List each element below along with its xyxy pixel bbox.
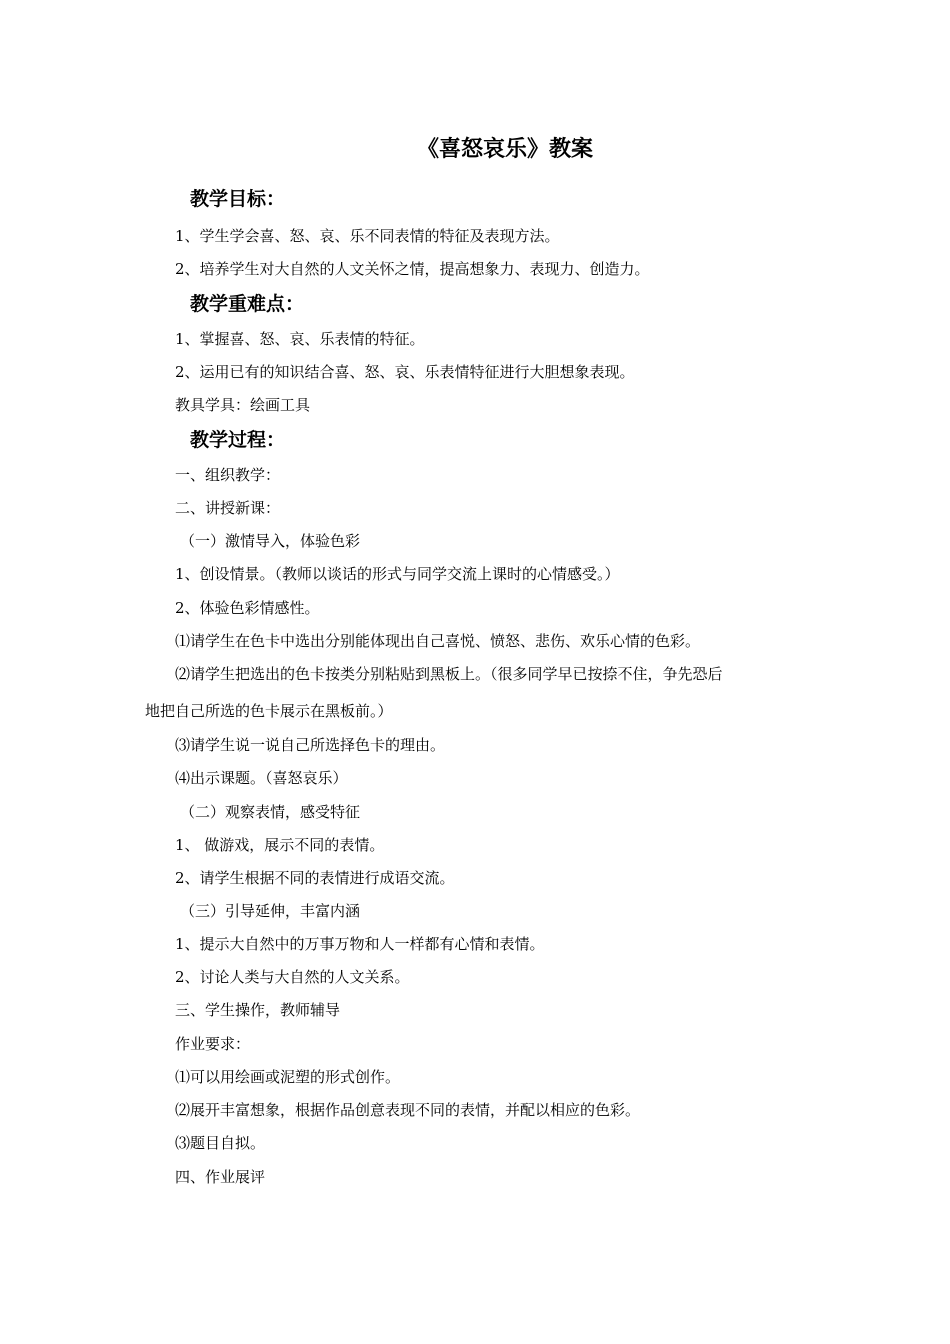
process-line-15: 1、提示大自然中的万事万物和人一样都有心情和表情。 bbox=[175, 935, 545, 953]
process-line-21: ⑶题目自拟。 bbox=[175, 1134, 266, 1152]
process-line-3: （一）激情导入，体验色彩 bbox=[180, 532, 361, 550]
process-line-4: 1、创设情景。（教师以谈话的形式与同学交流上课时的心情感受。） bbox=[175, 565, 620, 583]
heading-key-points: 教学重难点： bbox=[190, 293, 305, 315]
process-line-6: ⑴请学生在色卡中选出分别能体现出自己喜悦、愤怒、悲伤、欢乐心情的色彩。 bbox=[175, 632, 701, 650]
key-point-item-2: 2、运用已有的知识结合喜、怒、哀、乐表情特征进行大胆想象表现。 bbox=[175, 363, 635, 381]
process-line-14: （三）引导延伸，丰富内涵 bbox=[180, 902, 361, 920]
process-line-8: 地把自己所选的色卡展示在黑板前。） bbox=[145, 702, 393, 720]
process-line-17: 三、学生操作，教师辅导 bbox=[175, 1001, 341, 1019]
objective-item-2: 2、培养学生对大自然的人文关怀之情，提高想象力、表现力、创造力。 bbox=[175, 260, 650, 278]
heading-process: 教学过程： bbox=[190, 429, 286, 451]
heading-objectives: 教学目标： bbox=[190, 188, 286, 210]
process-line-9: ⑶请学生说一说自己所选择色卡的理由。 bbox=[175, 736, 446, 754]
process-line-18: 作业要求： bbox=[175, 1035, 251, 1053]
process-line-13: 2、请学生根据不同的表情进行成语交流。 bbox=[175, 869, 455, 887]
objective-item-1: 1、学生学会喜、怒、哀、乐不同表情的特征及表现方法。 bbox=[175, 227, 560, 245]
process-line-16: 2、讨论人类与大自然的人文关系。 bbox=[175, 968, 410, 986]
process-line-22: 四、作业展评 bbox=[175, 1168, 266, 1186]
process-line-11: （二）观察表情，感受特征 bbox=[180, 803, 361, 821]
teaching-tools: 教具学具：绘画工具 bbox=[175, 396, 311, 414]
process-line-10: ⑷出示课题。（喜怒哀乐） bbox=[175, 769, 348, 787]
process-line-2: 二、讲授新课： bbox=[175, 499, 281, 517]
key-point-item-1: 1、掌握喜、怒、哀、乐表情的特征。 bbox=[175, 330, 425, 348]
process-line-12: 1、 做游戏，展示不同的表情。 bbox=[175, 836, 385, 854]
process-line-19: ⑴可以用绘画或泥塑的形式创作。 bbox=[175, 1068, 401, 1086]
process-line-5: 2、体验色彩情感性。 bbox=[175, 599, 320, 617]
process-line-20: ⑵展开丰富想象，根据作品创意表现不同的表情，并配以相应的色彩。 bbox=[175, 1101, 641, 1119]
process-line-7: ⑵请学生把选出的色卡按类分别粘贴到黑板上。（很多同学早已按捺不住，争先恐后 bbox=[175, 665, 723, 683]
process-line-1: 一、组织教学： bbox=[175, 466, 281, 484]
document-title: 《喜怒哀乐》教案 bbox=[416, 137, 593, 162]
